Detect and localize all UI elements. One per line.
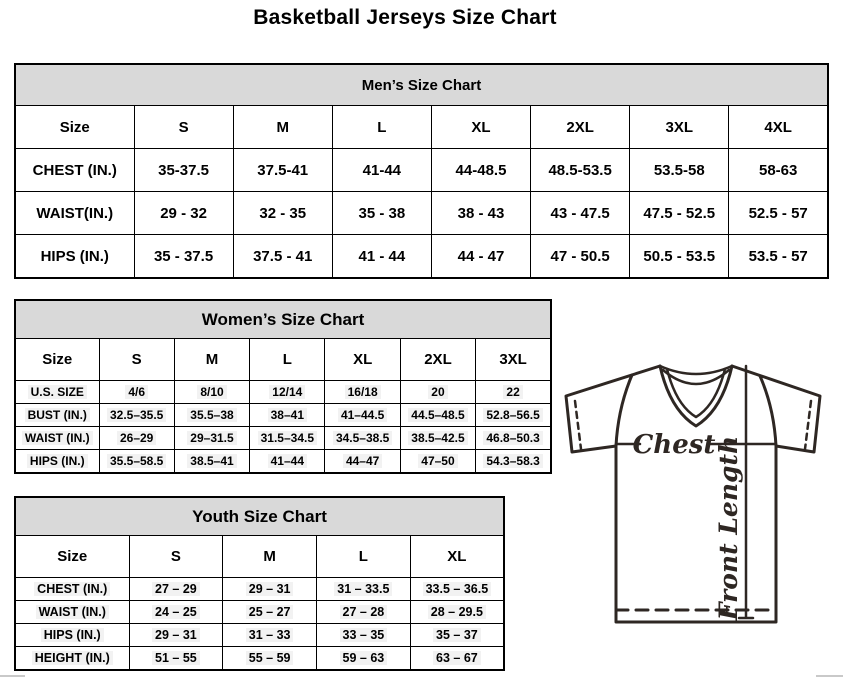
highlighted-text: HEIGHT (IN.)	[32, 651, 113, 665]
highlighted-text: CHEST (IN.)	[34, 582, 110, 596]
front-length-label: Front Length	[714, 435, 743, 621]
highlighted-text: 59 – 63	[340, 651, 388, 665]
size-value-cell: 47.5 - 52.5	[630, 192, 729, 235]
column-header: M	[223, 536, 317, 578]
highlighted-text: 33 – 35	[340, 628, 388, 642]
size-value-cell: 37.5 - 41	[233, 235, 332, 279]
size-value-cell: 43 - 47.5	[531, 192, 630, 235]
column-header: 4XL	[729, 106, 828, 149]
highlighted-text: 35.5–38	[187, 408, 236, 422]
jersey-right-cuff-dashed	[805, 401, 811, 449]
size-value-cell	[223, 624, 317, 647]
size-value-cell: 32 - 35	[233, 192, 332, 235]
jersey-body-outline	[616, 446, 776, 622]
size-value-cell	[174, 404, 249, 427]
table-row	[15, 192, 828, 235]
column-header: M	[233, 106, 332, 149]
column-header: 3XL	[476, 339, 551, 381]
size-value-cell	[174, 381, 249, 404]
size-value-cell	[99, 450, 174, 474]
row-label	[15, 381, 99, 404]
size-value-cell	[223, 578, 317, 601]
size-value-cell: 58-63	[729, 149, 828, 192]
highlighted-text: HIPS (IN.)	[41, 628, 104, 642]
highlighted-text: 29–31.5	[187, 431, 236, 445]
highlighted-text: 55 – 59	[246, 651, 294, 665]
highlighted-text: 46.8–50.3	[483, 431, 542, 445]
highlighted-text: 26–29	[117, 431, 156, 445]
row-label	[15, 624, 129, 647]
table-row	[15, 578, 504, 601]
highlighted-text: 31.5–34.5	[258, 431, 317, 445]
jersey-left-cuff-dashed	[575, 401, 581, 449]
row-label: CHEST (IN.)	[15, 149, 134, 192]
size-value-cell	[410, 601, 504, 624]
size-value-cell	[223, 601, 317, 624]
highlighted-text: 34.5–38.5	[333, 431, 392, 445]
row-label: HIPS (IN.)	[15, 235, 134, 279]
jersey-collar-arc-inner	[663, 370, 729, 384]
highlighted-text: 25 – 27	[246, 605, 294, 619]
size-value-cell	[317, 578, 411, 601]
table-row	[15, 235, 828, 279]
highlighted-text: 35.5–58.5	[107, 454, 166, 468]
jersey-collar-arc-outer	[660, 366, 732, 374]
highlighted-text: BUST (IN.)	[25, 408, 90, 422]
highlighted-text: WAIST (IN.)	[22, 431, 93, 445]
highlighted-text: 31 – 33	[246, 628, 294, 642]
highlighted-text: 38.5–41	[187, 454, 236, 468]
table-row	[15, 427, 551, 450]
highlighted-text: 24 – 25	[152, 605, 200, 619]
column-header: 2XL	[400, 339, 475, 381]
size-value-cell	[476, 404, 551, 427]
row-label	[15, 578, 129, 601]
highlighted-text: 54.3–58.3	[483, 454, 542, 468]
page-title: Basketball Jerseys Size Chart	[253, 6, 557, 29]
jersey-measurement-diagram	[556, 356, 830, 648]
size-value-cell: 52.5 - 57	[729, 192, 828, 235]
column-header: Size	[15, 339, 99, 381]
size-value-cell	[129, 578, 223, 601]
highlighted-text: 41–44	[268, 454, 307, 468]
size-value-cell: 53.5 - 57	[729, 235, 828, 279]
size-value-cell	[250, 404, 325, 427]
highlighted-text: HIPS (IN.)	[27, 454, 88, 468]
size-value-cell: 35 - 38	[332, 192, 431, 235]
size-value-cell	[325, 427, 400, 450]
highlighted-text: 32.5–35.5	[107, 408, 166, 422]
mens-size-table	[14, 63, 829, 279]
size-value-cell	[129, 601, 223, 624]
highlighted-text: WAIST (IN.)	[36, 605, 109, 619]
column-header: Size	[15, 106, 134, 149]
size-value-cell	[400, 450, 475, 474]
highlighted-text: 44–47	[343, 454, 382, 468]
youth-size-table	[14, 496, 505, 671]
highlighted-text: 31 – 33.5	[334, 582, 392, 596]
size-value-cell	[99, 404, 174, 427]
highlighted-text: 38.5–42.5	[408, 431, 467, 445]
column-header: L	[250, 339, 325, 381]
row-label: WAIST(IN.)	[15, 192, 134, 235]
table-row	[15, 450, 551, 474]
highlighted-text: 44.5–48.5	[408, 408, 467, 422]
column-header: L	[332, 106, 431, 149]
size-value-cell	[317, 624, 411, 647]
table-row	[15, 381, 551, 404]
column-header-row	[15, 536, 504, 578]
size-value-cell	[99, 427, 174, 450]
highlighted-text: U.S. SIZE	[28, 385, 87, 399]
highlighted-text: 27 – 28	[340, 605, 388, 619]
size-value-cell	[476, 427, 551, 450]
column-header: S	[129, 536, 223, 578]
size-value-cell	[223, 647, 317, 671]
table-row	[15, 601, 504, 624]
size-value-cell: 47 - 50.5	[531, 235, 630, 279]
size-value-cell	[400, 427, 475, 450]
size-value-cell	[325, 381, 400, 404]
size-value-cell	[410, 647, 504, 671]
row-label	[15, 601, 129, 624]
highlighted-text: 38–41	[268, 408, 307, 422]
highlighted-text: 41–44.5	[338, 408, 387, 422]
table-row	[15, 149, 828, 192]
size-value-cell: 44 - 47	[431, 235, 530, 279]
column-header: XL	[431, 106, 530, 149]
section-header: Youth Size Chart	[15, 497, 504, 536]
size-value-cell	[129, 647, 223, 671]
row-label	[15, 404, 99, 427]
size-value-cell	[317, 647, 411, 671]
table-row	[15, 624, 504, 647]
column-header: Size	[15, 536, 129, 578]
size-value-cell	[250, 381, 325, 404]
jersey-right-seam	[760, 376, 776, 446]
size-value-cell	[410, 578, 504, 601]
size-value-cell	[174, 450, 249, 474]
highlighted-text: 29 – 31	[152, 628, 200, 642]
highlighted-text: 20	[428, 385, 447, 399]
column-header: 2XL	[531, 106, 630, 149]
highlighted-text: 12/14	[269, 385, 305, 399]
highlighted-text: 8/10	[197, 385, 226, 399]
row-label	[15, 450, 99, 474]
horizontal-scrollbar-fragment-right[interactable]	[816, 675, 843, 677]
size-value-cell: 44-48.5	[431, 149, 530, 192]
section-header: Men’s Size Chart	[15, 64, 828, 106]
size-value-cell: 41 - 44	[332, 235, 431, 279]
chest-label: Chest	[632, 430, 716, 460]
highlighted-text: 33.5 – 36.5	[423, 582, 492, 596]
size-value-cell	[250, 450, 325, 474]
size-value-cell: 48.5-53.5	[531, 149, 630, 192]
jersey-vneck-inner	[667, 369, 725, 417]
highlighted-text: 52.8–56.5	[483, 408, 542, 422]
size-value-cell	[99, 381, 174, 404]
column-header: XL	[410, 536, 504, 578]
column-header: S	[99, 339, 174, 381]
size-value-cell	[476, 450, 551, 474]
highlighted-text: 4/6	[125, 385, 148, 399]
highlighted-text: 22	[503, 385, 522, 399]
size-value-cell: 37.5-41	[233, 149, 332, 192]
highlighted-text: 27 – 29	[152, 582, 200, 596]
size-value-cell	[174, 427, 249, 450]
size-value-cell: 35 - 37.5	[134, 235, 233, 279]
highlighted-text: 16/18	[345, 385, 381, 399]
size-value-cell: 53.5-58	[630, 149, 729, 192]
highlighted-text: 28 – 29.5	[428, 605, 486, 619]
highlighted-text: 47–50	[418, 454, 457, 468]
size-value-cell: 50.5 - 53.5	[630, 235, 729, 279]
column-header-row	[15, 106, 828, 149]
column-header-row	[15, 339, 551, 381]
size-value-cell	[400, 381, 475, 404]
column-header: M	[174, 339, 249, 381]
highlighted-text: 29 – 31	[246, 582, 294, 596]
size-value-cell: 38 - 43	[431, 192, 530, 235]
size-value-cell	[250, 427, 325, 450]
column-header: 3XL	[630, 106, 729, 149]
column-header: L	[317, 536, 411, 578]
size-value-cell	[400, 404, 475, 427]
womens-size-table	[14, 299, 552, 474]
size-value-cell	[476, 381, 551, 404]
jersey-left-seam	[616, 375, 632, 446]
size-value-cell: 35-37.5	[134, 149, 233, 192]
table-row	[15, 647, 504, 671]
size-value-cell	[317, 601, 411, 624]
column-header: S	[134, 106, 233, 149]
table-row	[15, 404, 551, 427]
highlighted-text: 35 – 37	[433, 628, 481, 642]
horizontal-scrollbar-fragment-left[interactable]	[0, 675, 25, 677]
size-value-cell	[410, 624, 504, 647]
highlighted-text: 51 – 55	[152, 651, 200, 665]
size-value-cell	[129, 624, 223, 647]
column-header: XL	[325, 339, 400, 381]
size-value-cell	[325, 404, 400, 427]
size-value-cell: 41-44	[332, 149, 431, 192]
row-label	[15, 647, 129, 671]
size-value-cell: 29 - 32	[134, 192, 233, 235]
section-header: Women’s Size Chart	[15, 300, 551, 339]
size-value-cell	[325, 450, 400, 474]
highlighted-text: 63 – 67	[433, 651, 481, 665]
row-label	[15, 427, 99, 450]
